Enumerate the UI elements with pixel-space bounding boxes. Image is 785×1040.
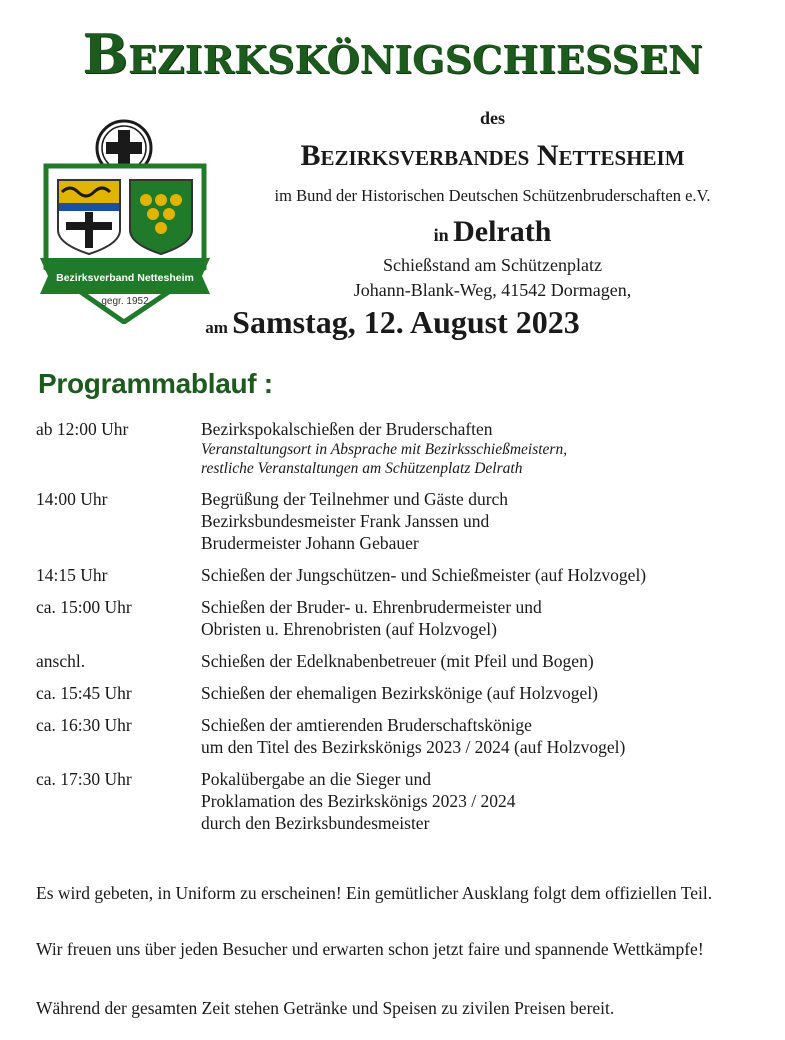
footer-paragraph: Wir freuen uns über jeden Besucher und erwarten schon jetzt faire und spannende Wettkämpfe! bbox=[36, 939, 704, 959]
coat-of-arms-icon bbox=[38, 118, 214, 324]
schedule-line: Schießen der Edelknabenbetreuer (mit Pfeil und Bogen) bbox=[201, 651, 594, 671]
schedule-description bbox=[201, 418, 766, 478]
club-logo bbox=[38, 118, 214, 324]
schedule-line: Begrüßung der Teilnehmer und Gäste durch bbox=[201, 489, 509, 509]
place-name: Delrath bbox=[453, 215, 552, 248]
program-heading: Programmablauf : bbox=[38, 368, 273, 399]
address-line-1: Schießstand am Schützenplatz bbox=[383, 255, 602, 275]
schedule-line: Brudermeister Johann Gebauer bbox=[201, 533, 419, 553]
schedule-description bbox=[201, 596, 766, 640]
logo-banner-text: Bezirksverband Nettesheim bbox=[56, 272, 194, 284]
schedule-time: anschl. bbox=[36, 651, 86, 671]
schedule-line: Proklamation des Bezirkskönigs 2023 / 2024 bbox=[201, 791, 516, 811]
schedule-line: Schießen der ehemaligen Bezirkskönige (auf Holzvogel) bbox=[201, 683, 599, 703]
schedule-description bbox=[201, 650, 766, 672]
schedule-line: Bezirksbundesmeister Frank Janssen und bbox=[201, 511, 490, 531]
schedule-row bbox=[36, 768, 766, 834]
schedule-time: 14:15 Uhr bbox=[36, 565, 108, 585]
schedule-row bbox=[36, 488, 766, 554]
am-label: am bbox=[205, 318, 228, 337]
schedule-description bbox=[201, 768, 766, 834]
date-line bbox=[0, 304, 785, 341]
in-label: in bbox=[433, 225, 449, 245]
footer-paragraph: Während der gesamten Zeit stehen Getränke und Speisen zu zivilen Preisen bereit. bbox=[36, 998, 615, 1018]
schedule-row bbox=[36, 714, 766, 758]
schedule-line: Schießen der Bruder- u. Ehrenbrudermeister und bbox=[201, 597, 542, 617]
schedule-line: Schießen der amtierenden Bruderschaftskönige bbox=[201, 715, 532, 735]
page-title: Bezirkskönigschießen bbox=[82, 22, 703, 86]
schedule-row bbox=[36, 682, 766, 704]
schedule-line: Obristen u. Ehrenobristen (auf Holzvogel) bbox=[201, 619, 497, 639]
schedule-description bbox=[201, 488, 766, 554]
address-line-2: Johann-Blank-Weg, 41542 Dormagen, bbox=[353, 280, 632, 300]
schedule-line: Schießen der Jungschützen- und Schießmeister (auf Holzvogel) bbox=[201, 565, 647, 585]
schedule-row bbox=[36, 418, 766, 478]
schedule-list bbox=[36, 418, 766, 834]
schedule-description bbox=[201, 564, 766, 586]
association-name: Bezirksverbandes Nettesheim bbox=[300, 139, 685, 172]
schedule-line: um den Titel des Bezirkskönigs 2023 / 2024 (auf Holzvogel) bbox=[201, 737, 626, 757]
des-label: des bbox=[479, 108, 505, 128]
schedule-line: Bezirkspokalschießen der Bruderschaften bbox=[201, 419, 493, 439]
schedule-row bbox=[36, 596, 766, 640]
schedule-time: ca. 15:00 Uhr bbox=[36, 597, 132, 617]
schedule-line: durch den Bezirksbundesmeister bbox=[201, 813, 430, 833]
schedule-note: Veranstaltungsort in Absprache mit Bezirksschießmeistern, bbox=[201, 441, 568, 458]
federation-line: im Bund der Historischen Deutschen Schützenbruderschaften e.V. bbox=[274, 186, 711, 205]
schedule-time: ca. 15:45 Uhr bbox=[36, 683, 132, 703]
footer-paragraph: Es wird gebeten, in Uniform zu erscheinen! Ein gemütlicher Ausklang folgt dem offiziellen Teil. bbox=[36, 883, 713, 903]
schedule-time: ab 12:00 Uhr bbox=[36, 419, 129, 439]
schedule-description bbox=[201, 714, 766, 758]
schedule-time: ca. 16:30 Uhr bbox=[36, 715, 132, 735]
schedule-line: Pokalübergabe an die Sieger und bbox=[201, 769, 432, 789]
schedule-note: restliche Veranstaltungen am Schützenplatz Delrath bbox=[201, 460, 523, 477]
location-line bbox=[220, 215, 765, 249]
schedule-description bbox=[201, 682, 766, 704]
logo-founded-text: gegr. 1952 bbox=[101, 296, 149, 307]
event-date: Samstag, 12. August 2023 bbox=[232, 304, 580, 340]
schedule-time: 14:00 Uhr bbox=[36, 489, 108, 509]
schedule-time: ca. 17:30 Uhr bbox=[36, 769, 132, 789]
schedule-row bbox=[36, 564, 766, 586]
schedule-row bbox=[36, 650, 766, 672]
